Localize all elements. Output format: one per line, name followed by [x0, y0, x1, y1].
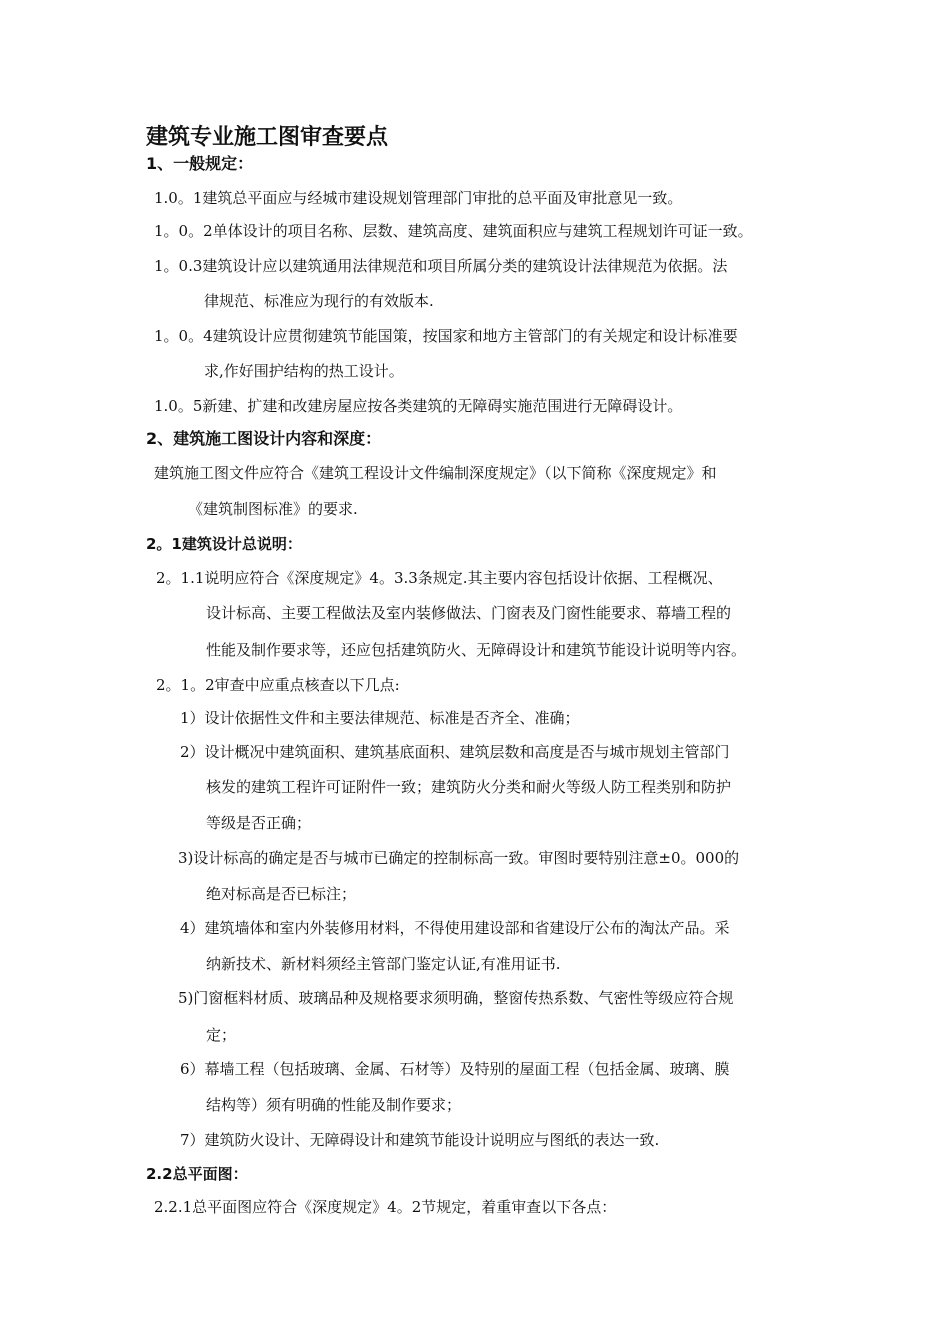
- list-item-3: 3)设计标高的确定是否与城市已确定的控制标高一致。审图时要特别注意±0。000的: [178, 849, 740, 867]
- clause-1-0-5: 1.0。5新建、扩建和改建房屋应按各类建筑的无障碍实施范围进行无障碍设计。: [154, 397, 683, 415]
- list-item-1: 1）设计依据性文件和主要法律规范、标准是否齐全、准确；: [180, 709, 580, 727]
- section-2-heading: 2、建筑施工图设计内容和深度：: [146, 429, 382, 448]
- list-item-3-cont: 绝对标高是否已标注；: [206, 885, 357, 903]
- clause-1-0-3: 1。0.3建筑设计应以建筑通用法律规范和项目所属分类的建筑设计法律规范为依据。法: [154, 257, 728, 275]
- section-2-1-heading: 2。1建筑设计总说明：: [146, 535, 302, 553]
- section-2-2-heading: 2.2总平面图：: [146, 1165, 248, 1183]
- clause-2-1-1: 2。1.1说明应符合《深度规定》4。3.3条规定.其主要内容包括设计依据、工程概况、: [156, 569, 723, 587]
- section-2-intro-cont: 《建筑制图标准》的要求.: [188, 500, 358, 518]
- list-item-2-cont-1: 核发的建筑工程许可证附件一致；建筑防火分类和耐火等级人防工程类别和防护: [206, 778, 732, 796]
- list-item-6-cont: 结构等）须有明确的性能及制作要求；: [206, 1096, 462, 1114]
- list-item-5: 5)门窗框料材质、玻璃品种及规格要求须明确，整窗传热系数、气密性等级应符合规: [178, 989, 734, 1007]
- clause-1-0-1: 1.0。1建筑总平面应与经城市建设规划管理部门审批的总平面及审批意见一致。: [154, 189, 683, 207]
- list-item-4: 4）建筑墙体和室内外装修用材料，不得使用建设部和省建设厅公布的淘汰产品。采: [180, 919, 730, 937]
- clause-1-0-3-cont: 律规范、标准应为现行的有效版本.: [204, 292, 434, 310]
- clause-1-0-2: 1。0。2单体设计的项目名称、层数、建筑高度、建筑面积应与建筑工程规划许可证一致。: [154, 222, 753, 240]
- section-1-heading: 1、一般规定：: [146, 154, 254, 173]
- list-item-5-cont: 定；: [206, 1026, 237, 1044]
- section-2-intro: 建筑施工图文件应符合《建筑工程设计文件编制深度规定》（以下简称《深度规定》和: [154, 464, 717, 482]
- document-title: 建筑专业施工图审查要点: [146, 125, 389, 150]
- list-item-7: 7）建筑防火设计、无障碍设计和建筑节能设计说明应与图纸的表达一致.: [180, 1131, 660, 1149]
- list-item-2-cont-2: 等级是否正确；: [206, 814, 312, 832]
- clause-2-1-1-cont-1: 设计标高、主要工程做法及室内装修做法、门窗表及门窗性能要求、幕墙工程的: [206, 604, 732, 622]
- clause-2-2-1: 2.2.1总平面图应符合《深度规定》4。2节规定，着重审查以下各点：: [154, 1198, 617, 1216]
- clause-1-0-4: 1。0。4建筑设计应贯彻建筑节能国策，按国家和地方主管部门的有关规定和设计标准要: [154, 327, 738, 345]
- list-item-6: 6）幕墙工程（包括玻璃、金属、石材等）及特别的屋面工程（包括金属、玻璃、膜: [180, 1060, 730, 1078]
- list-item-4-cont: 纳新技术、新材料须经主管部门鉴定认证,有准用证书.: [206, 955, 561, 973]
- clause-2-1-1-cont-2: 性能及制作要求等，还应包括建筑防火、无障碍设计和建筑节能设计说明等内容。: [206, 641, 747, 659]
- clause-2-1-2: 2。1。2审查中应重点核查以下几点:: [156, 676, 400, 694]
- clause-1-0-4-cont: 求,作好围护结构的热工设计。: [204, 362, 404, 380]
- list-item-2: 2）设计概况中建筑面积、建筑基底面积、建筑层数和高度是否与城市规划主管部门: [180, 743, 730, 761]
